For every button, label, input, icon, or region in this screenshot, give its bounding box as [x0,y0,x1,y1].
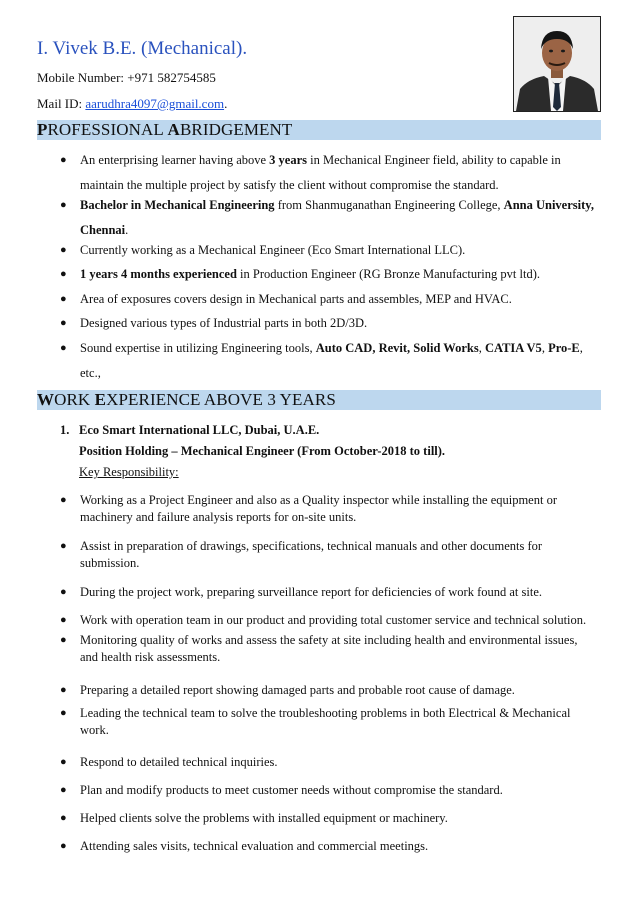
text-run: , [541,341,549,355]
bold-text: Auto CAD, Revit, Solid Works [315,341,479,355]
profile-photo [513,16,601,112]
section-professional-abridgement [37,120,601,140]
bullet-dot-icon: ● [60,317,67,329]
text-run: in Mechanical Engineer field, ability to capable in maintain the multiple project by satisfy the client without compromise the standard. [80,153,561,192]
text-run: Area of exposures covers design in Mechanical parts and assembles, MEP and HVAC. [80,292,512,306]
profile-bullet [60,238,595,263]
section-title-cap: W [37,390,55,409]
job-position: Position Holding – Mechanical Engineer (From October-2018 to till). [79,444,446,458]
text-run: Designed various types of Industrial parts in both 2D/3D. [80,316,368,330]
text-run: , [478,341,485,355]
bold-text: CATIA V5 [484,341,542,355]
bullet-text [80,193,595,243]
bullet-text [80,311,595,336]
bullet-dot-icon: ● [60,540,67,552]
job-company: Eco Smart International LLC, Dubai, U.A.E. [79,423,320,437]
responsibility-bullet [60,705,595,738]
bullet-text: Helped clients solve the problems with installed equipment or machinery. [80,811,448,825]
responsibility-bullet [60,750,595,775]
bullet-dot-icon: ● [60,342,67,354]
mail-label: Mail ID: [37,96,86,111]
bullet-text: Respond to detailed technical inquiries. [80,755,278,769]
bullet-dot-icon: ● [60,586,67,598]
bullet-dot-icon: ● [60,840,67,852]
bullet-dot-icon: ● [60,784,67,796]
bold-text: Pro-E [548,341,580,355]
text-run: Sound expertise in utilizing Engineering tools, [80,341,316,355]
bullet-text: Leading the technical team to solve the troubleshooting problems in both Electrical & Mechanical work. [80,706,571,737]
bullet-text [80,238,595,263]
section-title-cap: A [167,120,180,139]
bullet-dot-icon: ● [60,756,67,768]
bullet-dot-icon: ● [60,244,67,256]
text-run: from Shanmuganathan Engineering College, [274,198,504,212]
bullet-text [80,336,595,386]
section-title-cap: P [37,120,48,139]
bullet-dot-icon: ● [60,494,67,506]
profile-bullet [60,287,595,312]
profile-bullet [60,193,595,243]
email-link[interactable]: aarudhra4097@gmail.com [85,96,225,111]
bullet-text [80,287,595,312]
bullet-text: Assist in preparation of drawings, specifications, technical manuals and other documents for submission. [80,539,543,570]
mobile-line [37,70,216,86]
bullet-text: Attending sales visits, technical evaluation and commercial meetings. [80,839,429,853]
text-run: in Production Engineer (RG Bronze Manufacturing pvt ltd). [236,267,540,281]
responsibility-bullet [60,538,595,571]
section-title-part: ORK [54,390,95,409]
bullet-dot-icon: ● [60,684,67,696]
responsibility-bullet [60,678,595,703]
bold-text: 3 years [269,153,308,167]
responsibility-bullet [60,806,595,831]
section-title-part: BRIDGEMENT [179,120,293,139]
section-work-experience [37,390,601,410]
bullet-dot-icon: ● [60,634,67,646]
mobile-label: Mobile Number: [37,70,128,85]
bullet-dot-icon: ● [60,268,67,280]
profile-bullet [60,311,595,336]
responsibility-bullet [60,608,595,633]
bold-text: Anna University, Chennai [80,198,594,237]
key-responsibility-label: Key Responsibility: [79,465,179,479]
bullet-text: Monitoring quality of works and assess the safety at site including health and environmental issues, and health risk assessments. [80,633,578,664]
profile-bullet [60,262,595,287]
responsibility-bullet [60,632,595,665]
job-entry-1 [60,420,445,483]
bullet-text [80,148,595,198]
responsibility-bullet [60,778,595,803]
bullet-text: During the project work, preparing surveillance report for deficiencies of work found at site. [80,585,542,599]
section-title-cap: E [94,390,107,409]
section-title-part: ROFESSIONAL [47,120,168,139]
bullet-text: Working as a Project Engineer and also as a Quality inspector while installing the equipment or machinery and failure analysis reports for on-site units. [80,493,557,524]
bullet-text: Preparing a detailed report showing damaged parts and probable root cause of damage. [80,683,515,697]
bold-text: 1 years 4 months experienced [80,267,237,281]
responsibility-bullet [60,580,595,605]
bullet-dot-icon: ● [60,293,67,305]
bullet-text [80,262,595,287]
bold-text: Bachelor in Mechanical Engineering [80,198,275,212]
portrait-image [514,17,600,111]
bullet-dot-icon: ● [60,614,67,626]
profile-bullet [60,148,595,198]
bullet-dot-icon: ● [60,154,67,166]
mail-suffix: . [224,96,228,111]
section-title-part: XPERIENCE ABOVE 3 YEARS [106,390,336,409]
bullet-dot-icon: ● [60,199,67,211]
job-number: 1. [60,423,70,437]
text-run: . [125,223,129,237]
bullet-text: Plan and modify products to meet customer needs without compromise the standard. [80,783,503,797]
bullet-dot-icon: ● [60,812,67,824]
text-run: An enterprising learner having above [80,153,270,167]
profile-bullet [60,336,595,386]
responsibility-bullet [60,492,595,525]
bullet-text: Work with operation team in our product and providing total customer service and technical solution. [80,613,587,627]
mail-line [37,96,227,112]
bullet-dot-icon: ● [60,707,67,719]
text-run: , etc., [80,341,583,380]
text-run: Currently working as a Mechanical Engineer (Eco Smart International LLC). [80,243,466,257]
responsibility-bullet [60,834,595,859]
mobile-number: +971 582754585 [127,70,216,85]
candidate-name: I. Vivek B.E. (Mechanical). [37,38,248,59]
